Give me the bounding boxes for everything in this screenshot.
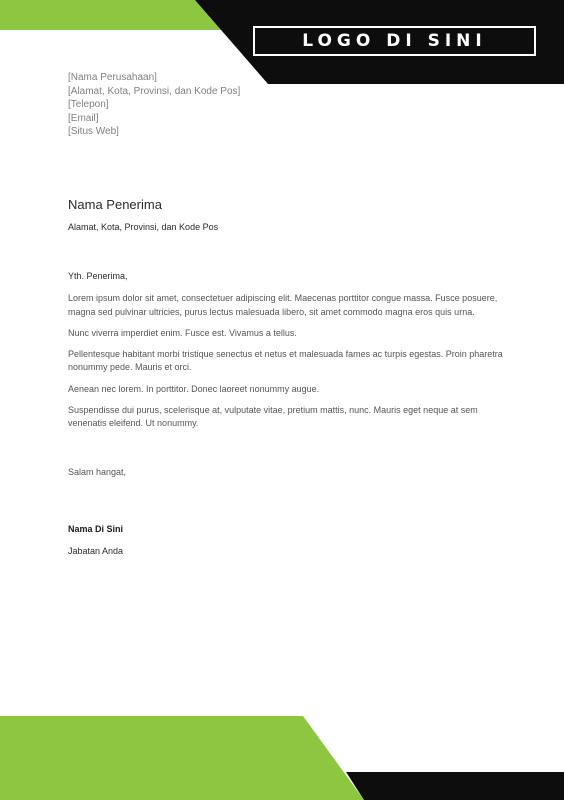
footer-green-shape <box>0 716 364 800</box>
header-green-shape <box>0 0 228 30</box>
sender-address: [Alamat, Kota, Provinsi, dan Kode Pos] <box>68 85 241 97</box>
letter-body <box>68 270 508 439</box>
signer-name: Nama Di Sini <box>68 524 124 534</box>
sender-company: [Nama Perusahaan] <box>68 72 157 83</box>
sender-info <box>68 71 240 139</box>
sender-website: [Situs Web] <box>68 126 119 138</box>
sender-phone: [Telepon] <box>68 99 109 111</box>
logo-text: LOGO DI SINI <box>302 31 487 51</box>
recipient-address: Alamat, Kota, Provinsi, dan Kode Pos <box>68 222 219 232</box>
footer-black-shape <box>346 772 564 800</box>
body-paragraph: Suspendisse dui purus, scelerisque at, vulputate vitae, pretium mattis, nunc. Mauris eget neque at sem venenatis eleifend. Ut nonummy. <box>68 405 478 429</box>
closing: Salam hangat, <box>68 467 127 477</box>
salutation: Yth. Penerima, <box>68 271 128 281</box>
body-paragraph: Nunc viverra imperdiet enim. Fusce est. Vivamus a tellus. <box>68 327 297 338</box>
body-paragraph: Lorem ipsum dolor sit amet, consectetuer adipiscing elit. Maecenas porttitor congue massa. Fusce posuere, magna sed pulvinar ultricies, purus lectus malesuada libero, sit amet commodo magna eros quis urna. <box>68 293 498 317</box>
logo-placeholder <box>253 26 536 56</box>
sender-email: [Email] <box>68 112 99 124</box>
body-paragraph: Pellentesque habitant morbi tristique senectus et netus et malesuada fames ac turpis egestas. Proin pharetra nonummy pede. Mauris et orci. <box>68 349 503 373</box>
body-paragraph: Aenean nec lorem. In porttitor. Donec laoreet nonummy augue. <box>68 383 320 394</box>
signer-title: Jabatan Anda <box>68 546 124 556</box>
recipient-name: Nama Penerima <box>68 197 162 212</box>
